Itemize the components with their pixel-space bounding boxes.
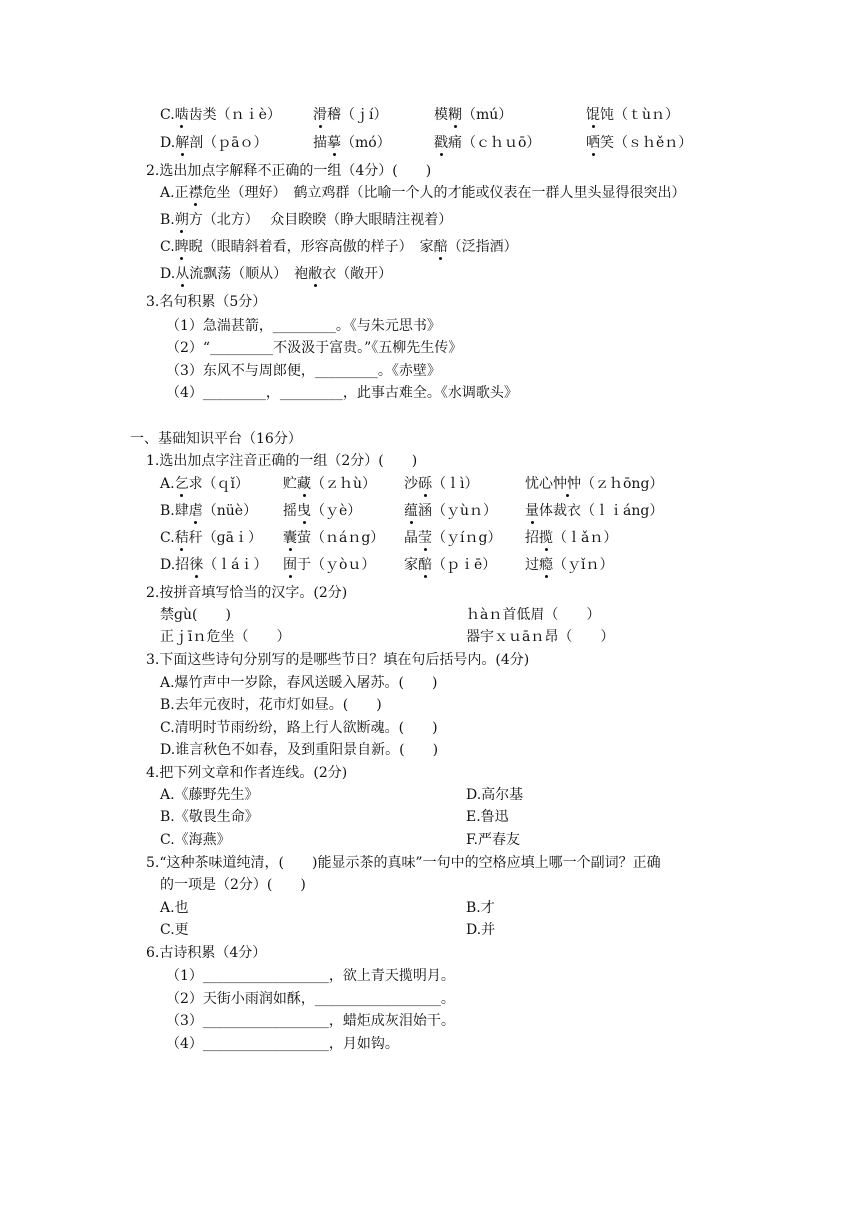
poem-line: A.爆竹声中一岁除，春风送暖入屠苏。( ) [160, 675, 438, 691]
q1-a-item-4: 忧心忡忡（ｚｈōng） [525, 476, 664, 492]
q1-d-item-3: 家醅（ｐｉē） [404, 557, 497, 573]
fill-line: （1）__________________，欲上青天揽明月。 [166, 968, 455, 984]
author-item: D.高尔基 [466, 787, 524, 803]
option-c-item-1: C.啮齿类（ｎｉè） [160, 107, 281, 123]
q1-b-item-3: 蕴涵（ｙùｎ） [404, 503, 498, 519]
pinyin-item: ｈàｎ首低眉（ ） [466, 607, 601, 623]
question-title: 1.选出加点字注音正确的一组（2分）( ) [146, 453, 418, 469]
fill-line: （3）东风不与周郎便，_________。《赤壁》 [166, 363, 441, 379]
article-item: B.《敬畏生命》 [160, 809, 259, 825]
q1-d-item-2: 囿于（ｙòｕ） [283, 557, 376, 573]
q1-c-item-4: 招揽（ｌǎｎ） [525, 530, 618, 546]
option-d-item-2: 描摹（mó） [313, 135, 391, 151]
question-title: 6.古诗积累（4分） [146, 945, 267, 961]
q1-c-item-3: 晶莹（ｙíｎg） [404, 530, 502, 546]
q1-a-item-3: 沙砾（ｌì） [404, 476, 479, 492]
q1-a-item-1: A.乞求（ｑǐ） [160, 476, 250, 492]
poem-line: D.谁言秋色不如春，及到重阳景自新。( ) [160, 742, 439, 758]
question-title: 3.名句积累（5分） [146, 294, 267, 310]
option-c-item-2: 滑稽（ｊí） [313, 107, 388, 123]
fill-line: （1）急湍甚箭，_________。《与朱元思书》 [166, 318, 441, 334]
q1-b-item-4: 量体裁衣（ｌｉáng） [525, 503, 664, 519]
q1-b-item-1: B.肆虐（nüè） [160, 503, 258, 519]
question-title: 3.下面这些诗句分别写的是哪些节日？填在句后括号内。(4分) [146, 652, 530, 668]
pinyin-item: 正ｊīｎ危坐（ ） [160, 629, 291, 645]
option-d-item-1: D.解剖（ｐāｏ） [160, 135, 268, 151]
option-a: A.正襟危坐（理好） 鹤立鸡群（比喻一个人的才能或仪表在一群人里头显得很突出） [160, 185, 686, 201]
choice-option: C.更 [160, 922, 189, 938]
option-c: C.睥睨（眼睛斜着看，形容高傲的样子） 家醅（泛指酒） [160, 239, 518, 255]
question-title: 2.选出加点字解释不正确的一组（4分）( ) [146, 163, 432, 179]
question-title: 2.按拼音填写恰当的汉字。(2分) [146, 585, 348, 601]
question-title: 5.“这种茶味道纯清，( )能显示茶的真味”一句中的空格应填上哪一个副词？正确 [146, 855, 661, 871]
author-item: E.鲁迅 [466, 809, 509, 825]
option-d-item-4: 哂笑（ｓｈěｎ） [586, 135, 693, 151]
option-c-item-3: 模糊（mú） [434, 107, 513, 123]
q1-c-item-1: C.秸秆（ɡāｉ） [160, 530, 262, 546]
fill-line: （2）天街小雨润如酥，__________________。 [166, 991, 455, 1007]
author-item: F.严春友 [466, 832, 520, 848]
choice-option: A.也 [160, 900, 189, 916]
q1-b-item-2: 摇曳（ｙè） [283, 503, 362, 519]
option-c-item-4: 馄饨（ｔùｎ） [586, 107, 680, 123]
fill-line: （2）“_________不汲汲于富贵。”《五柳先生传》 [166, 340, 463, 356]
q1-c-item-2: 囊萤（ｎáｎg） [283, 530, 385, 546]
q1-d-item-4: 过瘾（ｙǐｎ） [525, 557, 614, 573]
poem-line: C.清明时节雨纷纷，路上行人欲断魂。( ) [160, 720, 438, 736]
question-title: 4.把下列文章和作者连线。(2分) [146, 765, 348, 781]
choice-option: D.并 [466, 922, 496, 938]
fill-line: （4）_________，_________，此事古难全。《水调歌头》 [166, 385, 518, 401]
q1-a-item-2: 贮藏（ｚｈù） [283, 476, 377, 492]
section-heading: 一、基础知识平台（16分） [130, 431, 302, 447]
option-d-item-3: 戳痛（ｃｈｕō） [434, 135, 541, 151]
pinyin-item: 器宇ｘｕāｎ昂（ ） [466, 629, 615, 645]
article-item: A.《藤野先生》 [160, 787, 259, 803]
article-item: C.《海燕》 [160, 832, 231, 848]
option-b: B.朔方（北方） 众目睽睽（睁大眼睛注视着） [160, 212, 453, 228]
fill-line: （4）__________________，月如钩。 [166, 1036, 399, 1052]
poem-line: B.去年元夜时，花市灯如昼。( ) [160, 697, 382, 713]
q1-d-item-1: D.招徕（ｌáｉ） [160, 557, 268, 573]
fill-line: （3）__________________，蜡炬成灰泪始干。 [166, 1013, 455, 1029]
option-d: D.从流飘荡（顺从） 袍敝衣（敞开） [160, 266, 393, 282]
choice-option: B.才 [466, 900, 495, 916]
question-title-cont: 的一项是（2分）( ) [160, 877, 306, 893]
pinyin-item: 禁ɡù( ) [160, 607, 231, 623]
